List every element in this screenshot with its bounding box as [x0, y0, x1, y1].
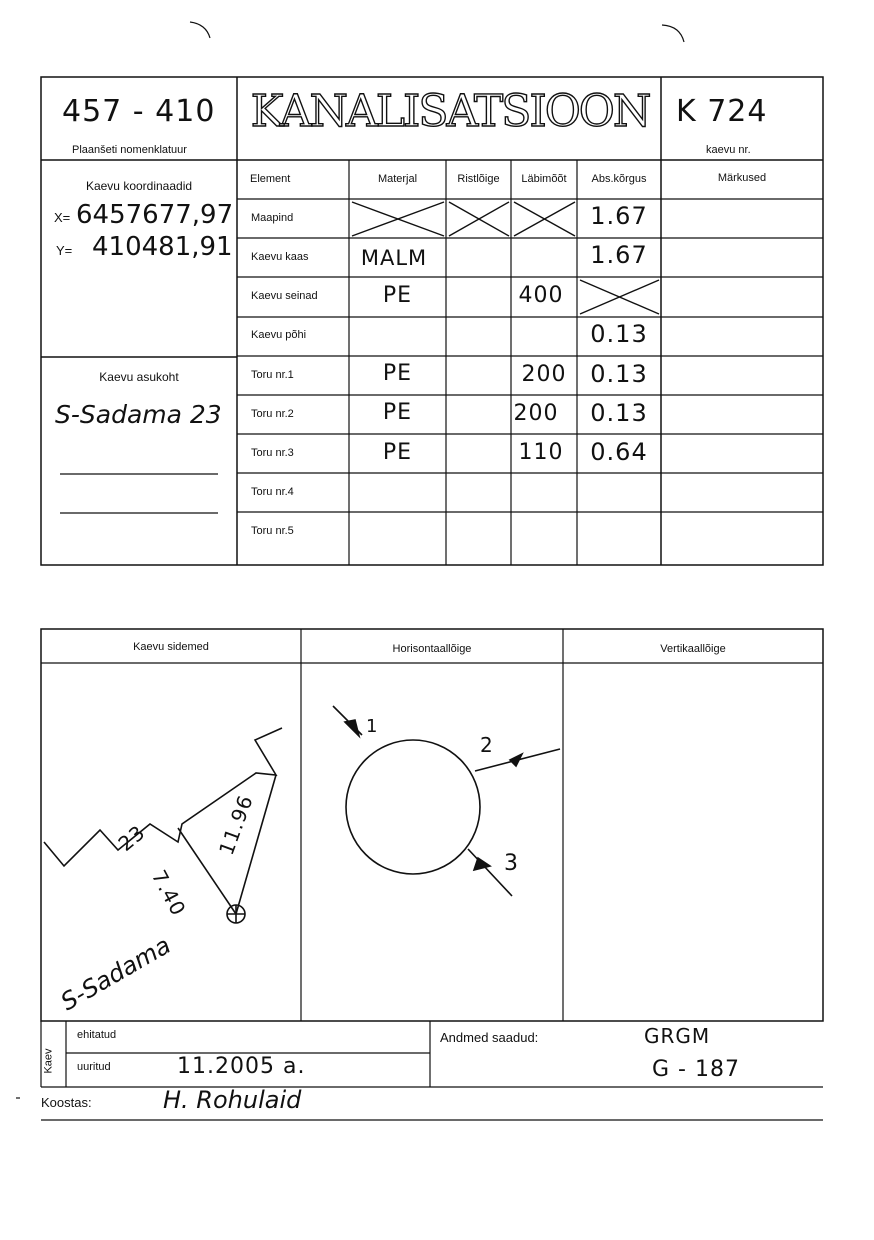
data-source-value-2: G - 187	[652, 1057, 740, 1082]
row-diameter: 400	[518, 283, 564, 308]
row-abs-height: 1.67	[590, 241, 648, 269]
y-coordinate: 410481,91	[92, 232, 233, 262]
row-element: Toru nr.4	[251, 486, 294, 498]
row-element: Toru nr.3	[251, 447, 294, 459]
nomenclature-value: 457 - 410	[62, 94, 216, 129]
col-header-notes: Märkused	[717, 172, 767, 184]
row-diameter: 200	[513, 401, 559, 426]
col-header-material: Materjal	[377, 173, 418, 185]
x-prefix: X=	[54, 210, 71, 225]
pipe-label: 2	[480, 733, 494, 757]
coordinates-label: Kaevu koordinaadid	[85, 179, 193, 193]
sketch-header-horizontal: Horisontaallõige	[392, 643, 472, 655]
sketch-header-vertical: Vertikaallõige	[660, 643, 726, 655]
row-element: Kaevu kaas	[251, 251, 309, 263]
surveyed-label: uuritud	[77, 1061, 111, 1073]
row-material: PE	[382, 283, 413, 308]
row-material: PE	[382, 400, 413, 425]
row-element: Maapind	[251, 212, 294, 224]
row-diameter: 200	[521, 362, 567, 387]
location-value: S-Sadama 23	[55, 400, 222, 429]
col-header-element: Element	[250, 173, 291, 185]
row-abs-height: 0.13	[590, 320, 648, 348]
col-header-abs-height: Abs.kõrgus	[591, 173, 647, 185]
form-title: KANALISATSIOON	[250, 86, 650, 137]
compiled-value: H. Rohulaid	[163, 1086, 302, 1114]
built-label: ehitatud	[77, 1029, 117, 1041]
row-element: Toru nr.1	[251, 369, 294, 381]
data-source-value-1: GRGM	[644, 1024, 711, 1048]
row-element: Toru nr.5	[251, 525, 294, 537]
street-label: S-Sadama	[56, 931, 176, 1017]
row-abs-height: 0.13	[590, 360, 648, 388]
row-element: Kaevu seinad	[251, 290, 318, 302]
col-header-diameter: Läbimõõt	[521, 173, 567, 185]
well-number-label: kaevu nr.	[706, 144, 751, 156]
row-material: PE	[382, 440, 413, 465]
nomenclature-label: Plaanšeti nomenklatuur	[72, 144, 187, 156]
row-diameter: 110	[518, 440, 564, 465]
distance-label: 11.96	[214, 791, 258, 859]
sketch-header-connections: Kaevu sidemed	[133, 641, 209, 653]
row-abs-height: 1.67	[590, 202, 648, 230]
data-source-label: Andmed saadud:	[440, 1030, 539, 1045]
distance-label: 23	[113, 819, 150, 857]
distance-label: 7.40	[146, 866, 191, 921]
pipe-label: 1	[366, 716, 379, 737]
row-material: MALM	[360, 246, 428, 270]
pipe-label: 3	[504, 851, 519, 876]
row-element: Kaevu põhi	[251, 329, 307, 341]
row-abs-height: 0.64	[590, 438, 648, 466]
compiled-label: Koostas:	[41, 1095, 92, 1110]
row-element: Toru nr.2	[251, 408, 294, 420]
x-coordinate: 6457677,97	[76, 200, 234, 230]
surveyed-value: 11.2005 a.	[177, 1054, 306, 1079]
well-number-value: K 724	[676, 94, 768, 129]
side-label: Kaev	[42, 1048, 55, 1074]
col-header-cross-section: Ristlõige	[457, 173, 500, 185]
row-abs-height: 0.13	[590, 399, 648, 427]
location-label: Kaevu asukoht	[99, 370, 179, 384]
y-prefix: Y=	[56, 243, 73, 258]
row-material: PE	[382, 361, 413, 386]
